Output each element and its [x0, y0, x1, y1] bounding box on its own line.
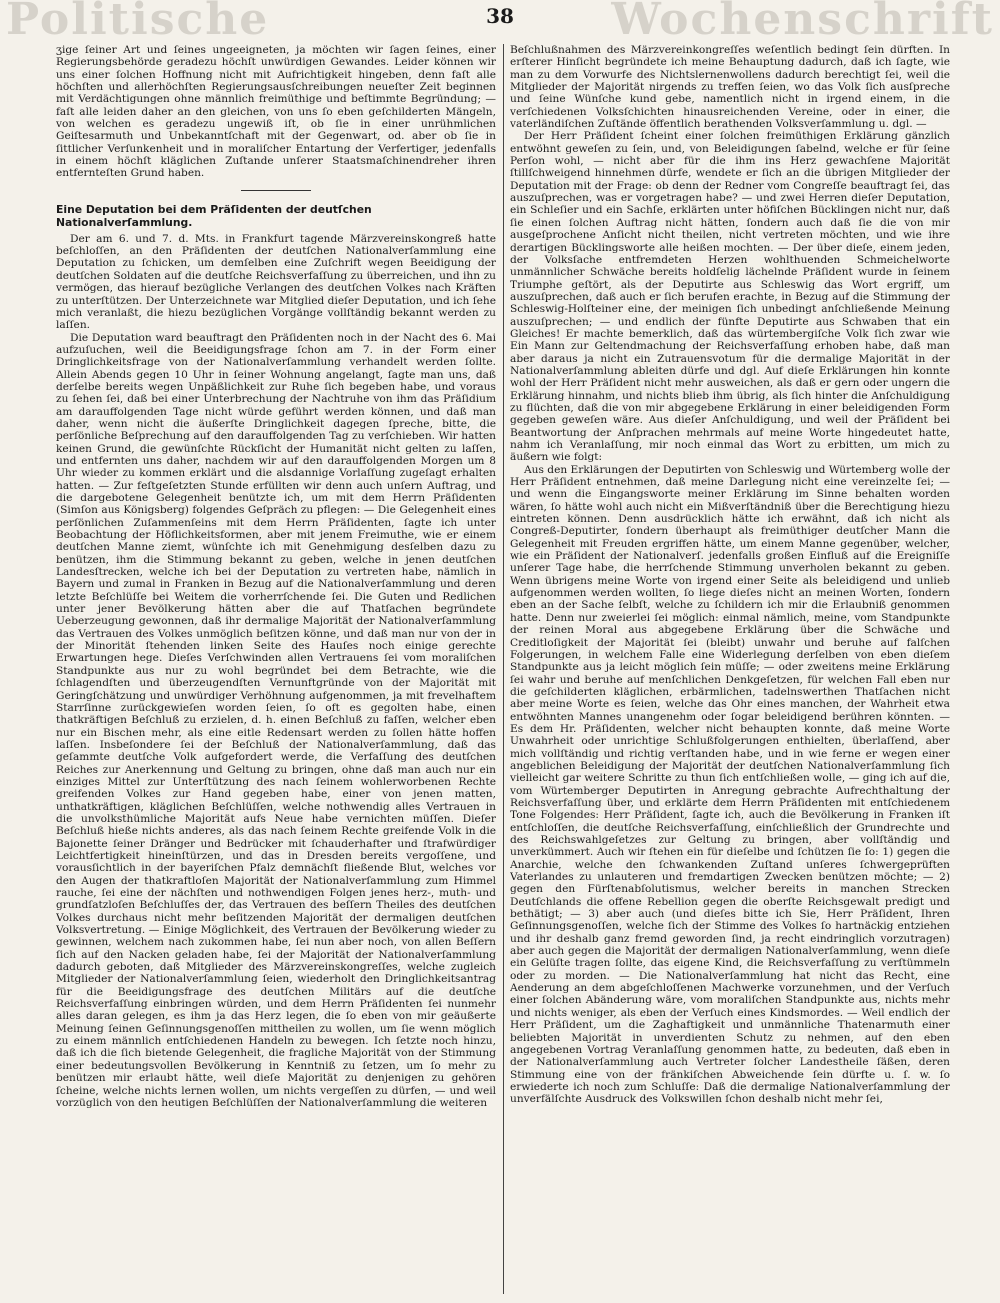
- article-paragraph: Die Deputation ward beauftragt den Präſidenten noch in der Nacht des 6. Mai aufzuſuchen, weil die Beeidigungsfrage ſchon am 7. in der Form einer Dringlichkeitsfrage von der Nationalverſammlung verhandelt werden ſollte. Allein Abends gegen 10 Uhr in ſeiner Wohnung angelangt, ſagte man uns, daß derſelbe bereits wegen Unpäßlichkeit zur Ruhe ſich begeben habe, und voraus zu ſehen ſei, daß bei einer Unterbrechung der Nachtruhe von ihm das Präſidium am darauffolgenden Tage nicht würde geführt werden können, und daß man daher, wenn nicht die äußerſte Dringlichkeit dagegen ſpreche, bitte, die perſönliche Beſprechung auf den darauffolgenden Tag zu verſchieben. Wir hatten keinen Grund, die gewünſchte Rückſicht der Humanität nicht gelten zu laſſen, und entfernten uns daher, nachdem wir auf den darauffolgenden Morgen um 8 Uhr wieder zu kommen erklärt und die alsdannige Vorlaſſung zugeſagt erhalten hatten. — Zur feſtgeſetzten Stunde erfüllten wir denn auch unſern Auftrag, und die dargebotene Gelegenheit benützte ich, um mit dem Herrn Präſidenten (Simſon aus Königsberg) folgendes Geſpräch zu pflegen: — Die Gelegenheit eines perſönlichen Zuſammenſeins mit dem Herrn Präſidenten, ſagte ich unter Beobachtung der Höflichkeitsformen, aber mit jenem Freimuthe, wie er einem deutſchen Manne ziemt, wünſchte ich mit Genehmigung desſelben dazu zu benützen, ihm die Stimmung bekannt zu geben, welche in jenen deutſchen Landesſtrecken, welche ich bei der Deputation zu vertreten habe, nämlich in Bayern und zumal in Franken in Bezug auf die Nationalverſammlung und deren letzte Beſchlüſſe bei Weitem die vorherrſchende ſei. Die Guten und Redlichen unter jener Bevölkerung hätten aber die auf Thatſachen begründete Ueberzeugung gewonnen, daß ihr dermalige Majorität der Nationalverſammlung das Vertrauen des Volkes unmöglich beſitzen könne, und daß man nur von der in der Minorität ſtehenden linken Seite des Hauſes noch einige gerechte Erwartungen hege. Dieſes Verſchwinden allen Vertrauens ſei vom moraliſchen Standpunkte aus nur zu wohl begründet bei dem Betrachte, wie die ſchlagendſten und überzeugendſten Vernunftgründe von der Majorität mit Geringſchätzung und unwürdiger Verhöhnung aufgenommen, ja mit frevelhaftem Starrſinne zurückgewieſen worden ſeien, ſo oft es gegolten habe, einen thatkräftigen Beſchluß zu erzielen, d. h. einen Beſchluß zu faſſen, welcher eben nur ein Bischen mehr, als eine eitle Redensart werden zu ſollen hätte hoffen laſſen. Insbeſondere ſei der Beſchluß der Nationalverſammlung, daß das geſammte deutſche Volk aufgefordert werde, die Verfaſſung des deutſchen Reiches zur Anerkennung und Geltung zu bringen, ohne daß man auch nur ein einziges Mittel zur Unterſtützung des nach ſeinem wohlerworbenen Rechte greifenden Volkes zur Hand gegeben habe, einer von jenen matten, unthatkräftigen, kläglichen Beſchlüſſen, welche nothwendig alles Vertrauen in die unvolksthümliche Majorität aufs Neue habe vernichten müſſen. Dieſer Beſchluß hieße nichts anderes, als das nach ſeinem Rechte greifende Volk in die Bajonette ſeiner Dränger und Bedrücker mit ſchauderhafter und ſtrafwürdiger Leichtfertigkeit hineinſtürzen, und das in Dresden bereits vergoſſene, und vorausſichtlich in der bayeriſchen Pfalz demnächſt fließende Blut, welches vor den Augen der thatkraftloſen Majorität der Nationalverſammlung zum Himmel rauche, ſei eine der nächſten und nothwendigen Folgen jenes herz-, muth- und grundſatzloſen Beſchluſſes der, das Vertrauen des beſſern Theiles des deutſchen Volkes durchaus nicht mehr beſitzenden Majorität der dermaligen deutſchen Volksvertretung. — Einige Möglichkeit, des Vertrauen der Bevölkerung wieder zu gewinnen, welchem nach zukommen habe, ſei nun aber noch, von allen Beſſern ſich auf den Nacken geladen habe, ſei der Majorität der Nationalverſammlung dadurch geboten, daß Mitglieder des Märzvereinskongreſſes, welche zugleich Mitglieder der Nationalverſammlung ſeien, wiederholt den Dringlichkeitsantrag für die Beeidigungsfrage des deutſchen Militärs auf die deutſche Reichsverfaſſung einbringen würden, und dem Herrn Präſidenten ſei nunmehr alles daran gelegen, es ihm ja das Herz legen, die ſo eben von mir geäußerte Meinung ſeinen Geſinnungsgenoſſen mittheilen zu wollen, um ſie wenn möglich zu einem männlich entſchiedenen Handeln zu bewegen. Ich ſetzte noch hinzu, daß ich die ſich bietende Gelegenheit, die fragliche Majorität von der Stimmung einer bedeutungsvollen Bevölkerung in Kenntniß zu ſetzen, um ſo mehr zu benützen mir erlaubt hätte, weil dieſe Majorität zu denjenigen zu gehören ſcheine, welche nichts lernen wollen, um nichts vergeſſen zu dürfen, — und weil vorzüglich von den heutigen Beſchlüſſen der Nationalverſammlung die weiteren: [56, 331, 496, 1109]
- left-column: [56, 44, 496, 1294]
- masthead-fragment-left: Politische: [6, 0, 270, 45]
- column-divider: [503, 44, 504, 1294]
- article-paragraph: Der Herr Präſident ſcheint einer ſolchen freimüthigen Erklärung gänzlich entwöhnt geweſen zu ſein, und, von Beleidigungen ſabelnd, welche er für ſeine Perſon wohl, — nicht aber für die ihm ins Herz gewachſene Majorität ſtillſchweigend hinnehmen dürfe, wendete er ſich an die übrigen Mitglieder der Deputation mit der Frage: ob denn der Redner vom Congreſſe beauftragt ſei, das auszuſprechen, was er vorgetragen habe? — und zwei Herren dieſer Deputation, ein Schleſier und ein Sachſe, erklärten unter höfiſchen Bücklingen nicht nur, daß ſie einen ſolchen Auftrag nicht hätten, ſondern auch daß ſie die von mir ausgeſprochene Anſicht nicht theilen, nicht vertreten möchten, und wie ihre derartigen Bücklingsworte alle heißen mochten. — Der über dieſe, einem jeden, der Volksſache entfremdeten Herzen wohlthuenden Schmeichelworte unmännlicher Schwäche bereits holdſelig lächelnde Präſident wurde in ſeinem Triumphe geſtört, als der Deputirte aus Schleswig das Wort ergriff, um auszuſprechen, daß auch er ſich berufen erachte, in Bezug auf die Stimmung der Schleswig-Holſteiner eine, der meinigen ſich unbedingt anſchließende Meinung auszuſprechen; — und endlich der fünfte Deputirte aus Schwaben that ein Gleiches! Er machte bemerklich, daß das würtembergiſche Volk ſich zwar wie Ein Mann zur Geltendmachung der Reichsverfaſſung erhoben habe, daß man aber daraus ja nicht ein Zutrauensvotum für die dermalige Majorität in der Nationalverſammlung ableiten dürfe und dgl. Auf dieſe Erklärungen hin konnte wohl der Herr Präſident nicht mehr ausweichen, als daß er gern oder ungern die Erklärung hinnahm, und nichts blieb ihm übrig, als ſich hinter die Anſchuldigung zu flüchten, daß die von mir abgegebene Erklärung in einer beleidigenden Form gegeben geweſen wäre. Aus dieſer Anſchuldigung, und weil der Präſident bei Beantwortung der Anſprachen mehrmals auf meine Worte hingedeutet hatte, nahm ich Veranlaſſung, mir noch einmal das Wort zu erbitten, um mich zu äußern wie folgt:: [510, 130, 950, 464]
- page-number: 38: [486, 4, 514, 28]
- opening-paragraph: ʒige ſeiner Art und ſeines ungeeigneten, ja möchten wir ſagen ſeines, einer Regierungsbehörde geradezu höchſt unwürdigen Gewandes. Leider können wir uns einer ſolchen Hoffnung nicht mit Aufrichtigkeit hingeben, denn faſt alle höchſten und allerhöchſten Regierungsausſchreibungen neueſter Zeit beginnen mit Verdächtigungen ohne männlich freimüthige und beſtimmte Begründung; — faſt alle leiden daher an den gleichen, von uns ſo eben geſchilderten Mängeln, von welchen es geradezu ungewiß iſt, ob ſie in einer unrühmlichen Geiſtesarmuth und Unbekanntſchaft mit der Gegenwart, od. aber ob ſie in ſittlicher Verſunkenheit und in moraliſcher Entartung der Verfertiger, jedenfalls in einem höchſt kläglichen Zuſtande unſerer Staatsmaſchinendreher ihren entfernteſten Grund haben.: [56, 44, 496, 180]
- section-divider: [241, 190, 311, 191]
- article-paragraph: Beſchlußnahmen des Märzvereinkongreſſes weſentlich bedingt ſein dürften. In erſterer Hinſicht begründete ich meine Behauptung dadurch, daß ich ſagte, wie man zu dem Vorwurfe des Nichtslernenwollens dadurch berechtigt ſei, weil die Mitglieder der Majorität nirgends zu treffen ſeien, wo das Volk ſich ausſpreche und ſeine Wünſche kund gebe, namentlich nicht in irgend einem, in die verſchiedenen Volksſchichten hinausreichenden Vereine, oder in einer, die vaterländiſchen Zuſtände öffentlich berathenden Volksverſammlung u. dgl. —: [510, 44, 950, 131]
- article-paragraph: Der am 6. und 7. d. Mts. in Frankfurt tagende Märzvereinskongreß hatte beſchloſſen, an den Präſidenten der deutſchen Nationalverſammlung eine Deputation zu ſchicken, um demſelben eine Zuſchrift wegen Beeidigung der deutſchen Soldaten auf die deutſche Reichsverfaſſung zu überreichen, und ihn zu vermögen, das hierauf bezügliche Verlangen des deutſchen Volkes nach Kräften zu unterſtützen. Der Unterzeichnete war Mitglied dieſer Deputation, und ich ſehe mich veranlaßt, die hiezu bezüglichen Vorgänge vollſtändig bekannt werden zu laſſen.: [56, 232, 496, 332]
- right-column: [510, 44, 950, 1294]
- article-headline: Eine Deputation bei dem Präſidenten der deutſchen Nationalverſammlung.: [56, 202, 372, 229]
- article-paragraph: Aus den Erklärungen der Deputirten von Schleswig und Würtemberg wolle der Herr Präſident entnehmen, daß meine Darlegung nicht eine vereinzelte ſei; — und wenn die Eingangsworte meiner Erklärung im Sinne behalten worden wären, ſo hätte wohl auch nicht ein Mißverſtändniß über die Berechtigung hiezu eintreten können. Denn ausdrücklich hätte ich erwähnt, daß ich nicht als Congreß-Deputirter, ſondern überhaupt als freimüthiger deutſcher Mann die Gelegenheit mit Freuden ergriffen hätte, um einem Manne gegenüber, welcher, wie ein Präſident der Nationalverſ. jedenfalls großen Einfluß auf die Ereigniſſe unſerer Tage habe, die herrſchende Stimmung unverholen bekannt zu geben. Wenn übrigens meine Worte von irgend einer Seite als beleidigend und unlieb aufgenommen werden wollten, ſo liege dieſes nicht an meinen Worten, ſondern eben an der Sache ſelbſt, welche zu ſchildern ich mir die Erlaubniß genommen hatte. Denn nur zweierlei ſei möglich: einmal nämlich, meine, vom Standpunkte der reinen Moral aus abgegebene Erklärung über die Schwäche und Creditloſigkeit der Majorität ſei (bleibt) unwahr und beruhe auf falſchen Folgerungen, in welchem Falle eine Widerlegung derſelben von eben dieſem Standpunkte aus ja leicht möglich ſein müſſe; — oder zweitens meine Erklärung ſei wahr und beruhe auf menſchlichen Denkgeſetzen, für welchen Fall eben nur die geſchilderten kläglichen, erbärmlichen, tadelnswerthen Thatſachen nicht aber meine Worte es ſeien, welche das Ohr eines manchen, der Wahrheit etwa entwöhnten Mannes unangenehm oder ſogar beleidigend berühren könnten. — Es dem Hr. Präſidenten, welcher nicht behaupten konnte, daß meine Worte Unwahrheit oder unrichtige Schlußfolgerungen enthielten, überlaſſend, aber mich vollſtändig und richtig verſtanden habe, und in wie ferne er wegen einer angeblichen Beleidigung der Majorität der deutſchen Nationalverſammlung ſich vielleicht gar weitere Schritte zu thun ſich entſchließen wolle, — ging ich auf die, vom Würtemberger Deputirten in Anregung gebrachte Aufrechthaltung der Reichsverfaſſung über, und erklärte dem Herrn Präſidenten mit entſchiedenem Tone Folgendes: Herr Präſident, ſagte ich, auch die Bevölkerung in Franken iſt entſchloſſen, die deutſche Reichsverfaſſung, einſchließlich der Grundrechte und des Reichswahlgeſetzes zur Geltung zu bringen, aber vollſtändig und unverkümmert. Auch wir ſtehen ein für dieſelbe und ſchützen ſie ſo: 1) gegen die Anarchie, welche den ſchwankenden Zuſtand unſeres ſchwergeprüften Vaterlandes zu unlauteren und fremdartigen Zwecken benützen möchte; — 2) gegen den Fürſtenabſolutismus, welcher bereits in manchen Strecken Deutſchlands die offene Rebellion gegen die oberſte Reichsgewalt predigt und bethätigt; — 3) aber auch (und dieſes bitte ich Sie, Herr Präſident, Ihren Geſinnungsgenoſſen, welche ſich der Stimme des Volkes ſo hartnäckig entziehen und ihr deshalb ganz fremd geworden ſind, ja recht eindringlich vorzutragen) aber auch gegen die Majorität der dermaligen Nationalverſammlung, wenn dieſe ein Gelüſte tragen ſollte, das eigene Kind, die Reichsverfaſſung zu verſtümmeln oder zu morden. — Die Nationalverſammlung hat nicht das Recht, eine Aenderung an dem abgeſchloſſenen Machwerke vorzunehmen, und der Verſuch einer ſolchen Abänderung wäre, vom moraliſchen Standpunkte aus, nichts mehr und nichts weniger, als eben der Verſuch eines Kindsmordes. — Weil endlich der Herr Präſident, um die Zaghaftigkeit und unmännliche Thatenarmuth einer beliebten Majorität in unverdienten Schutz zu nehmen, auf den eben angegebenen Vortrag Veranlaſſung genommen hatte, zu bedeuten, daß eben in der Nationalverſammlung auch Vertreter ſolcher Landestheile ſäßen, deren Stimmung eine von der fränkiſchen Abweichende ſein dürfte u. ſ. w. ſo erwiederte ich noch zum Schluſſe: Daß die dermalige Nationalverſammlung der unverfälſchte Ausdruck des Volkswillen ſchon deshalb nicht mehr ſei,: [510, 463, 950, 1106]
- masthead-fragment-right: Wochenschrift: [611, 0, 994, 45]
